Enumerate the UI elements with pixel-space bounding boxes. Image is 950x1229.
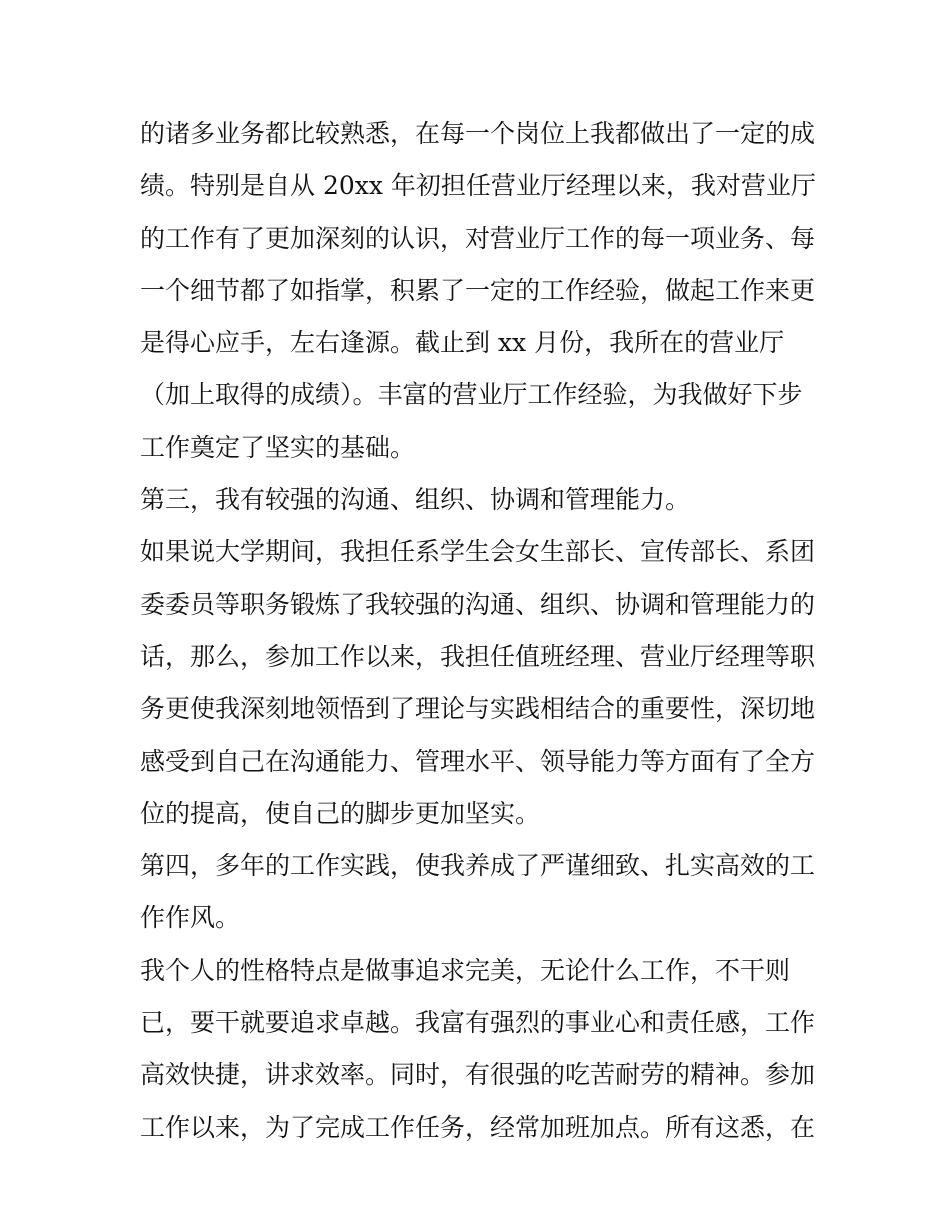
text-line: （加上取得的成绩）。丰富的营业厅工作经验，为我做好下步 bbox=[140, 380, 803, 410]
text-line: 已，要干就要追求卓越。我富有强烈的事业心和责任感，工作 bbox=[140, 1008, 816, 1038]
text-line: 高效快捷，讲求效率。同时，有很强的吃苦耐劳的精神。参加 bbox=[140, 1060, 816, 1090]
text-line: 工作奠定了坚实的基础。 bbox=[140, 432, 416, 462]
document-body bbox=[140, 108, 820, 1154]
text-line: 的诸多业务都比较熟悉，在每一个岗位上我都做出了一定的成 bbox=[140, 119, 816, 148]
text-line: 作作风。 bbox=[140, 903, 241, 933]
text-line: 位的提高，使自己的脚步更加坚实。 bbox=[140, 798, 541, 828]
text-line: 话，那么，参加工作以来，我担任值班经理、营业厅经理等职 bbox=[140, 641, 816, 671]
text-line: 务更使我深刻地领悟到了理论与实践相结合的重要性，深切地 bbox=[140, 694, 816, 724]
text-line: 我个人的性格特点是做事追求完美，无论什么工作，不干则 bbox=[140, 955, 791, 985]
text-line: 是得心应手，左右逢源。截止到 xx 月份，我所在的营业厅 bbox=[140, 328, 785, 358]
section-heading: 第三，我有较强的沟通、组织、协调和管理能力。 bbox=[140, 485, 691, 515]
text-line: 如果说大学期间，我担任系学生会女生部长、宣传部长、系团 bbox=[140, 537, 816, 567]
section-heading: 第四，多年的工作实践，使我养成了严谨细致、扎实高效的工 bbox=[140, 851, 816, 881]
text-line: 工作以来，为了完成工作任务，经常加班加点。所有这悉，在 bbox=[140, 1112, 816, 1142]
text-line: 感受到自己在沟通能力、管理水平、领导能力等方面有了全方 bbox=[140, 746, 816, 776]
text-line: 绩。特别是自从 20xx 年初担任营业厅经理以来，我对营业厅 bbox=[140, 171, 816, 201]
text-line: 一个细节都了如指掌，积累了一定的工作经验，做起工作来更 bbox=[140, 275, 816, 305]
text-line: 委委员等职务锻炼了我较强的沟通、组织、协调和管理能力的 bbox=[140, 589, 816, 619]
text-line: 的工作有了更加深刻的认识，对营业厅工作的每一项业务、每 bbox=[140, 223, 816, 253]
